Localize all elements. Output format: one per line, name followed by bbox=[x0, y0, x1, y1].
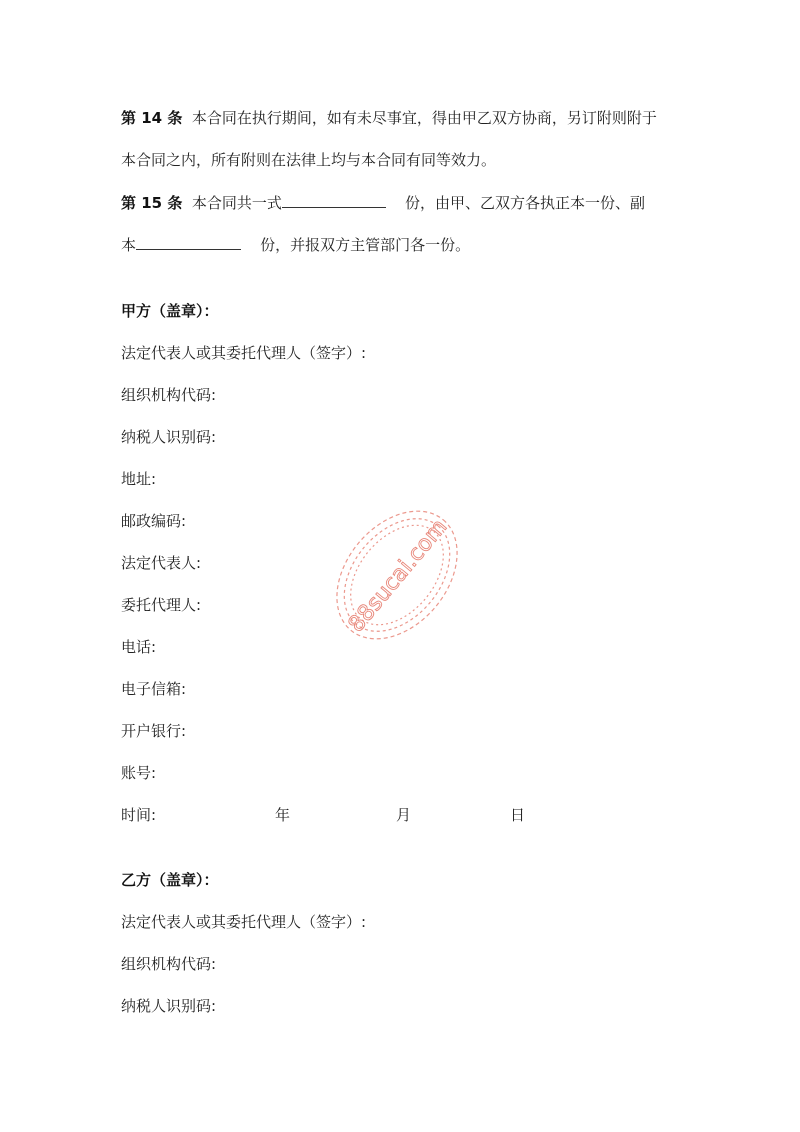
party-b-field-signature: 法定代表人或其委托代理人（签字）: bbox=[121, 913, 367, 931]
party-a-date-label: 时间: bbox=[121, 806, 157, 824]
party-a-field-email: 电子信箱: bbox=[121, 680, 187, 698]
article-15-text-2b: 份，并报双方主管部门各一份。 bbox=[260, 236, 471, 254]
party-a-date-day: 日 bbox=[510, 806, 526, 824]
article-15-label: 第 15 条 bbox=[121, 194, 183, 212]
copies-total-blank[interactable] bbox=[282, 192, 386, 208]
party-a-heading: 甲方（盖章）： bbox=[121, 302, 219, 320]
article-15-text-1b: 份，由甲、乙双方各执正本一份、副 bbox=[404, 194, 645, 212]
party-a-field-agent: 委托代理人: bbox=[121, 596, 202, 614]
party-a-field-phone: 电话: bbox=[121, 638, 157, 656]
party-b-field-tax-id: 纳税人识别码: bbox=[121, 997, 217, 1015]
watermark-text: 88sucai.com bbox=[343, 514, 453, 638]
article-15-line-2 bbox=[121, 234, 470, 255]
party-a-field-legal-rep: 法定代表人: bbox=[121, 554, 202, 572]
party-a-field-postcode: 邮政编码: bbox=[121, 512, 187, 530]
article-14-label: 第 14 条 bbox=[121, 109, 183, 127]
article-15-text-2a: 本 bbox=[121, 236, 137, 254]
party-a-date-year: 年 bbox=[275, 806, 291, 824]
party-a-field-org-code: 组织机构代码: bbox=[121, 386, 217, 404]
article-15-line-1 bbox=[121, 192, 645, 213]
party-a-date-month: 月 bbox=[396, 806, 412, 824]
watermark-stamp bbox=[322, 500, 472, 650]
party-a-field-address: 地址: bbox=[121, 470, 157, 488]
party-b-heading: 乙方（盖章）： bbox=[121, 871, 219, 889]
party-a-field-tax-id: 纳税人识别码: bbox=[121, 428, 217, 446]
party-a-field-signature: 法定代表人或其委托代理人（签字）: bbox=[121, 344, 367, 362]
article-14-line-1 bbox=[121, 108, 657, 128]
article-14-line-2 bbox=[121, 150, 496, 170]
article-14-text-2: 本合同之内，所有附则在法律上均与本合同有同等效力。 bbox=[121, 151, 497, 169]
article-14-text-1: 本合同在执行期间，如有未尽事宜，得由甲乙双方协商，另订附则附于 bbox=[191, 109, 657, 127]
party-a-field-bank: 开户银行: bbox=[121, 722, 187, 740]
party-b-field-org-code: 组织机构代码: bbox=[121, 955, 217, 973]
copies-duplicate-blank[interactable] bbox=[136, 234, 241, 250]
party-a-field-account: 账号: bbox=[121, 764, 157, 782]
article-15-text-1a: 本合同共一式 bbox=[191, 194, 282, 212]
